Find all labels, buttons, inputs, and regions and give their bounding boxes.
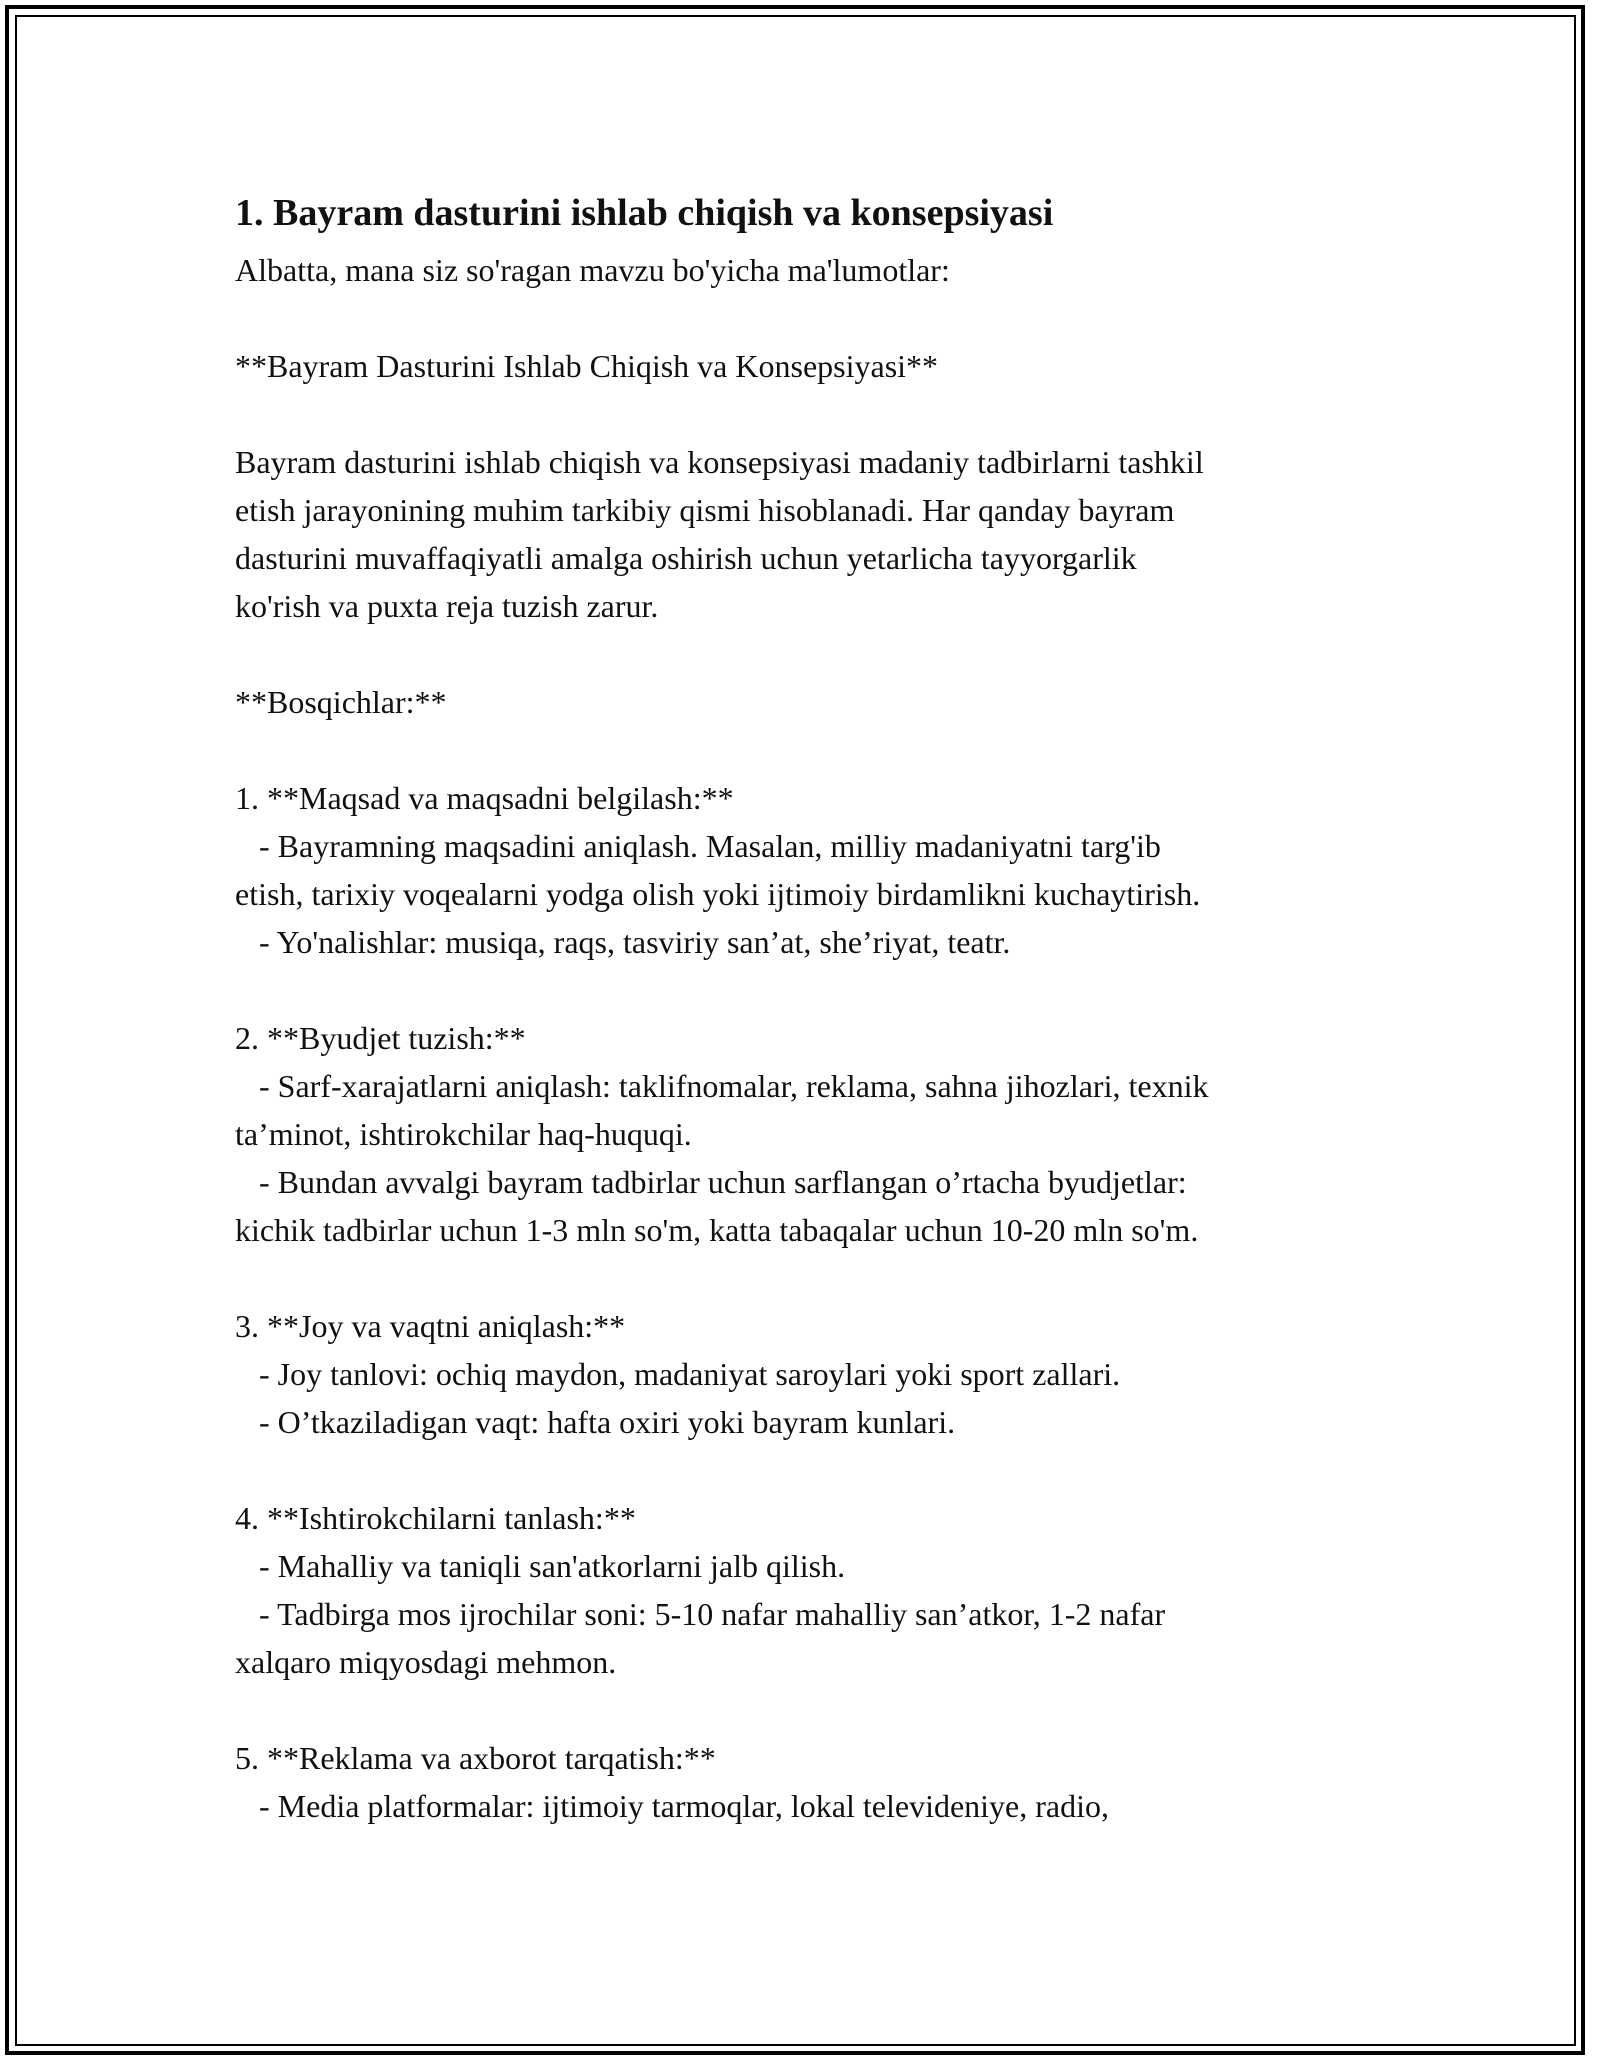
document-body <box>235 180 1375 1830</box>
blank-line <box>235 1446 1375 1494</box>
text-line: Bayram dasturini ishlab chiqish va konsepsiyasi madaniy tadbirlarni tashkil <box>235 444 1204 480</box>
text-line: xalqaro miqyosdagi mehmon. <box>235 1644 617 1680</box>
text-line: 2. **Byudjet tuzish:** <box>235 1020 526 1056</box>
text-line: etish jarayonining muhim tarkibiy qismi hisoblanadi. Har qanday bayram <box>235 492 1175 528</box>
document-title: 1. Bayram dasturini ishlab chiqish va konsepsiyasi <box>235 192 1054 234</box>
text-line: 4. **Ishtirokchilarni tanlash:** <box>235 1500 636 1536</box>
text-line: - Media platformalar: ijtimoiy tarmoqlar, lokal televideniye, radio, <box>235 1788 1109 1824</box>
blank-line <box>235 1686 1375 1734</box>
text-line: **Bayram Dasturini Ishlab Chiqish va Konsepsiyasi** <box>235 348 939 384</box>
text-line: kichik tadbirlar uchun 1-3 mln so'm, katta tabaqalar uchun 10-20 mln so'm. <box>235 1212 1199 1248</box>
blank-line <box>235 1254 1375 1302</box>
text-line: - Joy tanlovi: ochiq maydon, madaniyat saroylari yoki sport zallari. <box>235 1356 1121 1392</box>
blank-line <box>235 630 1375 678</box>
text-line: 5. **Reklama va axborot tarqatish:** <box>235 1740 716 1776</box>
text-line: - Mahalliy va taniqli san'atkorlarni jalb qilish. <box>235 1548 846 1584</box>
document-text <box>235 246 1375 1830</box>
blank-line <box>235 294 1375 342</box>
text-line: - Tadbirga mos ijrochilar soni: 5-10 nafar mahalliy san’atkor, 1-2 nafar <box>235 1596 1166 1632</box>
text-line: ko'rish va puxta reja tuzish zarur. <box>235 588 659 624</box>
text-line: - Bayramning maqsadini aniqlash. Masalan, milliy madaniyatni targ'ib <box>235 828 1161 864</box>
text-line: 1. **Maqsad va maqsadni belgilash:** <box>235 780 734 816</box>
text-line: 3. **Joy va vaqtni aniqlash:** <box>235 1308 626 1344</box>
text-line: - Bundan avvalgi bayram tadbirlar uchun sarflangan o’rtacha byudjetlar: <box>235 1164 1187 1200</box>
text-line: dasturini muvaffaqiyatli amalga oshirish uchun yetarlicha tayyorgarlik <box>235 540 1137 576</box>
text-line: - Sarf-xarajatlarni aniqlash: taklifnomalar, reklama, sahna jihozlari, texnik <box>235 1068 1209 1104</box>
text-line: Albatta, mana siz so'ragan mavzu bo'yicha ma'lumotlar: <box>235 252 950 288</box>
text-line: etish, tarixiy voqealarni yodga olish yoki ijtimoiy birdamlikni kuchaytirish. <box>235 876 1201 912</box>
text-line: **Bosqichlar:** <box>235 684 447 720</box>
blank-line <box>235 726 1375 774</box>
blank-line <box>235 966 1375 1014</box>
text-line: - Yo'nalishlar: musiqa, raqs, tasviriy san’at, she’riyat, teatr. <box>235 924 1011 960</box>
text-line: - O’tkaziladigan vaqt: hafta oxiri yoki bayram kunlari. <box>235 1404 956 1440</box>
text-line: ta’minot, ishtirokchilar haq-huquqi. <box>235 1116 692 1152</box>
blank-line <box>235 390 1375 438</box>
